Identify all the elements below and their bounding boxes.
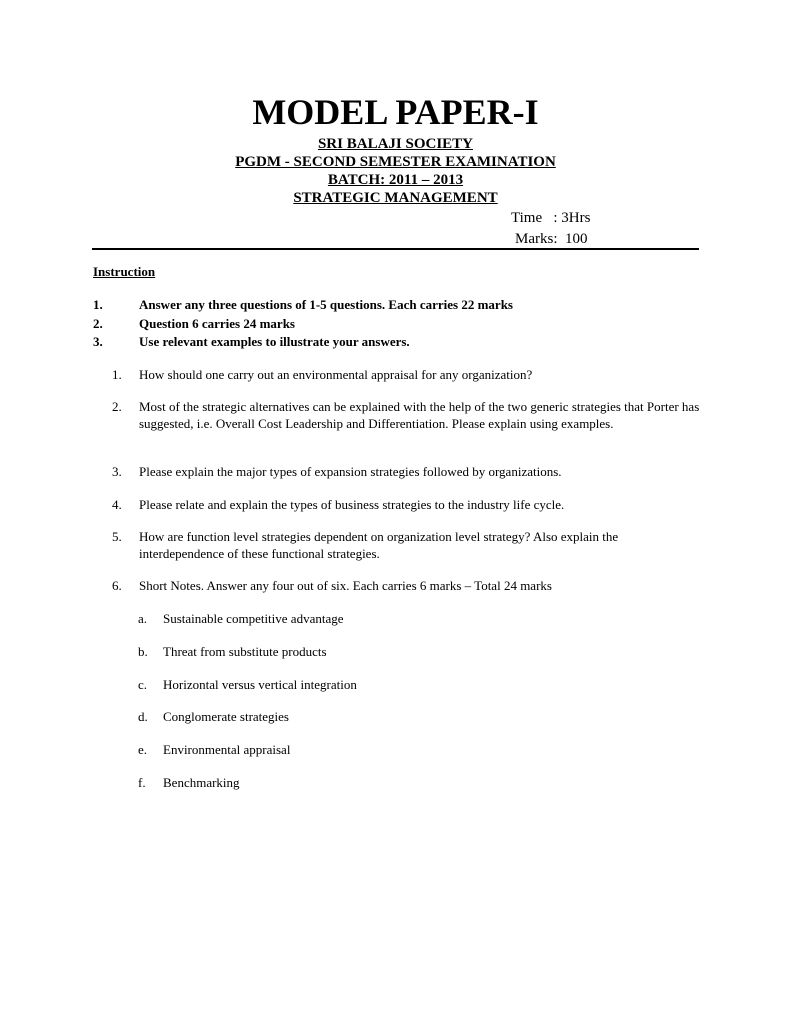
question-text: Please relate and explain the types of business strategies to the industry life cycle. bbox=[139, 497, 565, 512]
batch-line: BATCH: 2011 – 2013 bbox=[327, 172, 464, 188]
question-text: How should one carry out an environmental appraisal for any organization? bbox=[139, 367, 533, 382]
short-note-letter: c. bbox=[138, 677, 148, 692]
page-title: MODEL PAPER-I bbox=[252, 92, 539, 132]
exam-name: PGDM - SECOND SEMESTER EXAMINATION bbox=[235, 154, 556, 170]
instruction-text: Question 6 carries 24 marks bbox=[139, 316, 295, 331]
question-text: Short Notes. Answer any four out of six. Each carries 6 marks – Total 24 marks bbox=[139, 578, 552, 593]
question-number: 3. bbox=[112, 464, 122, 479]
question-text: Most of the strategic alternatives can be explained with the help of the two generic strategies that Porter has suggested, i.e. Overall Cost Leadership and Differentiation. Please explain using examples. bbox=[139, 399, 700, 431]
question-number: 5. bbox=[112, 529, 122, 544]
short-note-text: Horizontal versus vertical integration bbox=[163, 677, 357, 692]
society-name: SRI BALAJI SOCIETY bbox=[317, 136, 474, 152]
instructions-heading: Instruction bbox=[93, 264, 156, 279]
short-note-text: Environmental appraisal bbox=[163, 742, 291, 757]
total-marks: Marks: 100 bbox=[515, 231, 588, 247]
short-note-text: Threat from substitute products bbox=[163, 644, 327, 659]
time-allowed: Time : 3Hrs bbox=[511, 210, 591, 226]
instruction-text: Use relevant examples to illustrate your answers. bbox=[139, 334, 410, 349]
instruction-text: Answer any three questions of 1-5 questions. Each carries 22 marks bbox=[139, 297, 513, 312]
short-note-letter: a. bbox=[138, 611, 148, 626]
short-note-text: Sustainable competitive advantage bbox=[163, 611, 344, 626]
question-number: 4. bbox=[112, 497, 122, 512]
short-note-text: Benchmarking bbox=[163, 775, 240, 790]
question-text: How are function level strategies dependent on organization level strategy? Also explain the interdependence of these functional strategies. bbox=[139, 529, 619, 561]
instruction-number: 2. bbox=[93, 316, 103, 331]
short-note-letter: b. bbox=[138, 644, 148, 659]
instruction-number: 3. bbox=[93, 334, 103, 349]
question-number: 6. bbox=[112, 578, 122, 593]
short-note-letter: d. bbox=[138, 709, 148, 724]
subject-name: STRATEGIC MANAGEMENT bbox=[293, 190, 498, 206]
short-note-letter: f. bbox=[138, 775, 146, 790]
header-divider bbox=[92, 248, 699, 250]
instruction-number: 1. bbox=[93, 297, 103, 312]
question-number: 1. bbox=[112, 367, 122, 382]
question-text: Please explain the major types of expansion strategies followed by organizations. bbox=[139, 464, 562, 479]
short-note-letter: e. bbox=[138, 742, 148, 757]
question-number: 2. bbox=[112, 399, 122, 414]
short-note-text: Conglomerate strategies bbox=[163, 709, 289, 724]
